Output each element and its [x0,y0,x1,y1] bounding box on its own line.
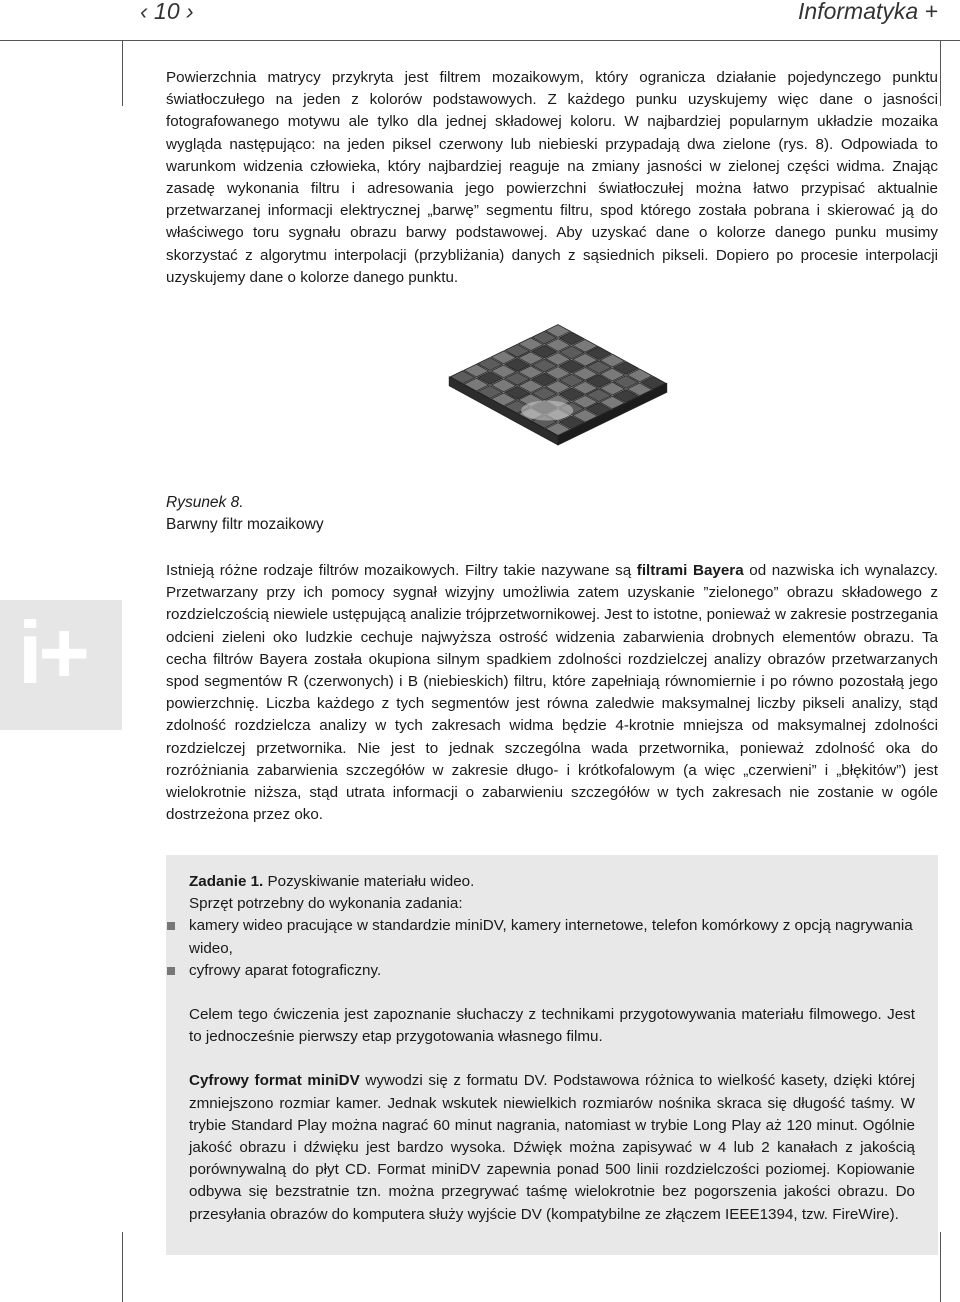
crop-mark [940,40,941,106]
task-goal: Celem tego ćwiczenia jest zapoznanie słuchaczy z technikami przygotowywania materiału filmowego. Jest to jednocześnie pierwszy etap przygotowania własnego filmu. [189,1006,915,1046]
task-heading [189,871,915,893]
page-number: ‹ 10 › [140,0,194,24]
running-title: Informatyka + [798,0,938,24]
bayer-paragraph [166,560,938,826]
crop-mark [122,1232,123,1302]
task-title: Pozyskiwanie materiału wideo. [263,873,475,890]
crop-mark [940,1232,941,1302]
minidv-term: Cyfrowy format miniDV [189,1072,360,1090]
minidv-paragraph [189,1070,915,1225]
side-logo-box [0,600,122,730]
task-label: Zadanie 1. [189,873,264,890]
task-box [166,855,938,1255]
light-spot [521,400,573,420]
crop-mark [122,40,123,106]
list-item: cyfrowy aparat fotograficzny. [189,960,915,982]
mosaic-filter-figure [430,318,690,468]
bayer-text-rest: od nazwiska ich wynalazcy. Przetwarzany przy ich pomocy sygnał wizyjny umożliwia zatem uzyskanie ”zielonego” obrazu składowego z rozdzielczością niewiele ustępującą analizie trójprzetwornikowej. Jest to istotne, ponieważ w zakresie postrzegania odcieni zieleni oko ludzkie cechuje najwyższa ostrość widzenia zabarwienia drobnych elementów obrazu. Ta cecha filtrów Bayera została okupiona silnym spadkiem zdolności rozdzielczej analizy obrazów przetwarzanych spod segmentów R (czerwonych) i B (niebieskich) filtru, które zapełniają równomiernie i po równo pozostałą jego powierzchnię. Liczba każdego z tych segmentów jest równa zaledwie maksymalnej liczby pikseli analizy, stąd zdolność rozdzielcza analizy w tych zakresach widma będzie 4-krotnie mniejsza od maksymalnej zdolności rozdzielczej przetwornika. Nie jest to jednak szczególna wada przetwornika, ponieważ zdolność oka do rozróżniania zabarwienia szczegółów w zakresie długo- i krótkofalowym (a więc „czerwieni” i „błękitów”) jest wielokrotnie niższa, stąd utrata informacji o zabarwieniu szczegółów w tych zakresach nie zostanie w ogóle dostrzeżona przez oko. [166,562,938,824]
figure-label: Rysunek 8. [166,494,244,511]
header-rule [0,40,960,41]
bayer-text-start: Istnieją różne rodzaje filtrów mozaikowych. Filtry takie nazywane są [166,562,637,579]
minidv-text: wywodzi się z formatu DV. Podstawowa różnica to wielkość kasety, dzięki której zmniejszono rozmiar kamer. Jednak wskutek niewielkich rozmiarów nośnika skraca się długość taśmy. W trybie Standard Play można nagrać 60 minut nagrania, natomiast w trybie Long Play aż 120 minut. Ogólnie jakość obrazu i dźwięku jest bardzo wysoka. Dźwięk można zapisywać w 4 lub 2 kanałach z jakością porównywalną do płyt CD. Format miniDV zapewnia ponad 500 linii rozdzielczości poziomej. Kopiowanie odbywa się bezstratnie tzn. można przegrywać taśmę wielokrotnie bez pogorszenia jakości obrazu. Do przesyłania obrazów do komputera służy wyjście DV (kompatybilne ze złączem IEEE1394, tzw. FireWire). [189,1072,915,1223]
equipment-intro: Sprzęt potrzebny do wykonania zadania: [189,895,463,913]
side-logo: i+ [18,603,86,702]
list-item: kamery wideo pracujące w standardzie miniDV, kamery internetowe, telefon komórkowy z opcją nagrywania wideo, [189,915,915,959]
bayer-term: filtrami Bayera [636,562,744,579]
bullet-icon [167,922,175,930]
equipment-list [189,915,915,982]
intro-paragraph: Powierzchnia matrycy przykryta jest filtrem mozaikowym, który ogranicza działanie pojedynczego punktu światłoczułego na jeden z kolorów podstawowych. Z każdego punku uzyskujemy więc dane o jasności fotografowanego motywu ale tylko dla jednej składowej koloru. W najbardziej popularnym układzie mozaika wygląda następująco: na jeden piksel czerwony lub niebieski przypadają dwa zielone (rys. 8). Odpowiada to warunkom widzenia człowieka, który najbardziej reaguje na zmiany jasności w zielonej części widma. Znając zasadę wykonania filtru i adresowania jego powierzchni światłoczułej można łatwo przypisać aktualnie przetwarzanej informacji elektrycznej „barwę” segmentu filtru, spod którego została pobrana i skierować ją do właściwego toru sygnału obrazu barwy podstawowej. Aby uzyskać dane o kolorze danego punku musimy skorzystać z algorytmu interpolacji (przybliżania) danych z sąsiednich pikseli. Dopiero po procesie interpolacji uzyskujemy dane o kolorze danego punktu. [166,69,938,286]
figure-caption: Barwny filtr mozaikowy [166,516,324,533]
bullet-icon [167,967,175,975]
